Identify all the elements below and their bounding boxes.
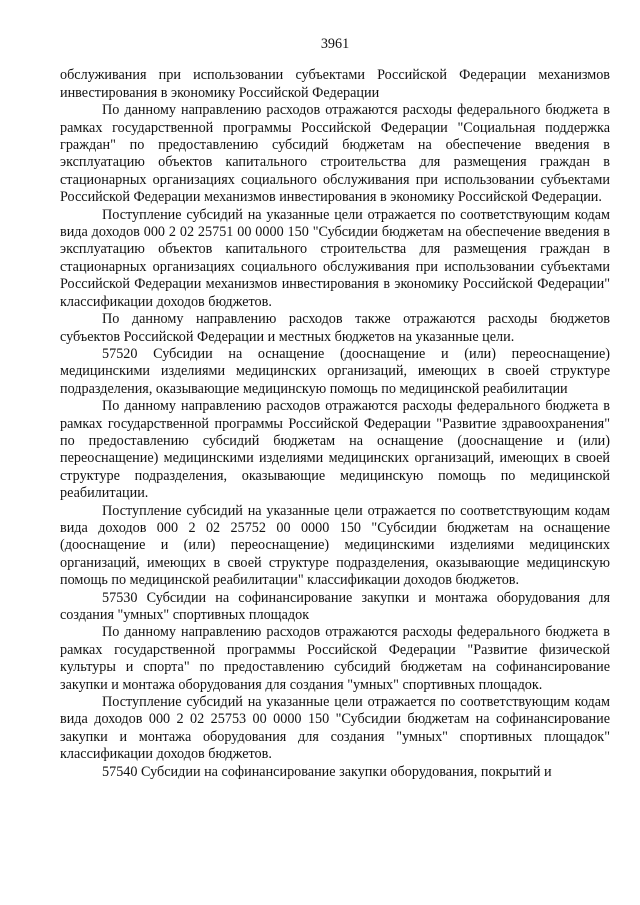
paragraph: По данному направлению расходов также отражаются расходы бюджетов субъектов Российской Федерации и местных бюджетов на указанные цели. xyxy=(60,311,610,345)
paragraph-continuation: обслуживания при использовании субъектами Российской Федерации механизмов инвестирования в экономику Российской Федерации xyxy=(60,67,610,101)
paragraph: По данному направлению расходов отражаются расходы федерального бюджета в рамках государственной программы Российской Федерации "Развитие здравоохранения" по предоставлению субсидий бюджетам на оснащение (дооснащение и (или) переоснащение) медицинскими изделиями медицинских организаций, имеющих в своей структуре подразделения, оказывающие медицинскую помощь по медицинской реабилитации. xyxy=(60,398,610,502)
paragraph: По данному направлению расходов отражаются расходы федерального бюджета в рамках государственной программы Российской Федерации "Развитие физической культуры и спорта" по предоставлению субсидий бюджетам на софинансирование закупки и монтажа оборудования для создания "умных" спортивных площадок. xyxy=(60,624,610,693)
section-heading-57520: 57520 Субсидии на оснащение (дооснащение и (или) переоснащение) медицинскими изделиями медицинских организаций, имеющих в своей структуре подразделения, оказывающие медицинскую помощь по медицинской реабилитации xyxy=(60,345,610,397)
section-heading-57530: 57530 Субсидии на софинансирование закупки и монтажа оборудования для создания "умных" спортивных площадок xyxy=(60,589,610,623)
paragraph: Поступление субсидий на указанные цели отражается по соответствующим кодам вида доходов 000 2 02 25753 00 0000 150 "Субсидии бюджетам на софинансирование закупки и монтажа оборудования для создания "умных" спортивных площадок" классификации доходов бюджетов. xyxy=(60,694,610,763)
paragraph: Поступление субсидий на указанные цели отражается по соответствующим кодам вида доходов 000 2 02 25752 00 0000 150 "Субсидии бюджетам на оснащение (дооснащение и (или) переоснащение) медицинскими изделиями медицинских организаций, имеющих в своей структуре подразделения, оказывающие медицинскую помощь по медицинской реабилитации" классификации доходов бюджетов. xyxy=(60,502,610,589)
paragraph: По данному направлению расходов отражаются расходы федерального бюджета в рамках государственной программы Российской Федерации "Социальная поддержка граждан" по предоставлению субсидий бюджетам на обеспечение введения в эксплуатацию объектов капитального строительства для размещения граждан в стационарных организациях социального обслуживания при использовании субъектами Российской Федерации механизмов инвестирования в экономику Российской Федерации. xyxy=(60,102,610,206)
section-heading-57540: 57540 Субсидии на софинансирование закупки оборудования, покрытий и xyxy=(102,763,552,780)
page-number: 3961 xyxy=(320,36,350,52)
paragraph: Поступление субсидий на указанные цели отражается по соответствующим кодам вида доходов 000 2 02 25751 00 0000 150 "Субсидии бюджетам на обеспечение введения в эксплуатацию объектов капитального строительства для размещения граждан в стационарных организациях социального обслуживания при использовании субъектами Российской Федерации механизмов инвестирования в экономику Российской Федерации" классификации доходов бюджетов. xyxy=(60,206,610,310)
